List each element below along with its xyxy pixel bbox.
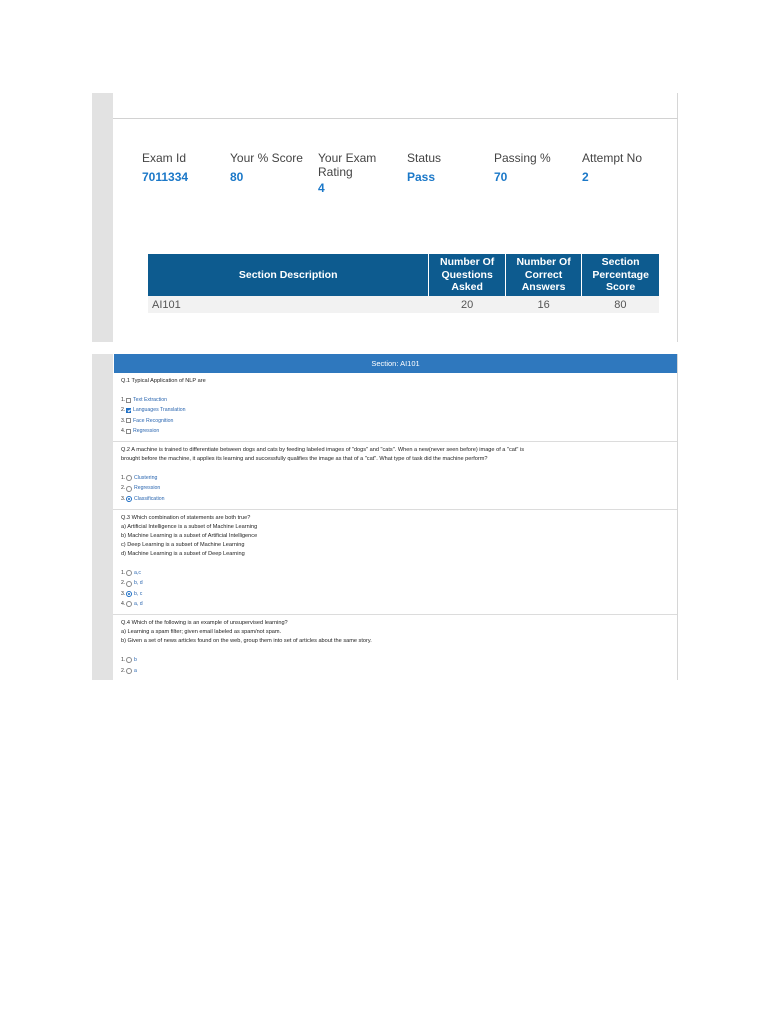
option-label: Regression <box>133 427 160 434</box>
exam-id-value: 7011334 <box>142 170 189 184</box>
rating-value: 4 <box>318 181 325 195</box>
option-2[interactable]: 2. Languages Translation <box>121 405 669 415</box>
col-correct-answers: Number Of Correct Answers <box>505 254 581 296</box>
checkbox-icon[interactable] <box>126 398 131 403</box>
right-border <box>677 354 678 680</box>
question-4 <box>113 615 677 680</box>
answer-options <box>121 473 669 504</box>
attempt-value: 2 <box>582 170 589 184</box>
exam-id-block <box>142 151 232 184</box>
rating-label-line1: Your Exam <box>318 151 377 165</box>
checkbox-icon[interactable] <box>126 418 131 423</box>
option-label: Regression <box>134 485 161 492</box>
radio-icon[interactable] <box>126 486 132 492</box>
question-1 <box>113 373 677 442</box>
question-3 <box>113 510 677 615</box>
rating-label-line2: Rating <box>318 165 353 179</box>
status-value: Pass <box>407 170 436 184</box>
radio-icon[interactable] <box>126 657 132 663</box>
table-row <box>148 296 659 313</box>
option-label: Face Recognition <box>133 417 174 424</box>
score-label: Your % Score <box>230 151 303 165</box>
radio-icon[interactable] <box>126 570 132 576</box>
option-2[interactable]: 2. Regression <box>121 483 669 493</box>
question-list <box>113 373 677 680</box>
passing-value: 70 <box>494 170 508 184</box>
answer-options <box>121 568 669 609</box>
option-label: Text Extraction <box>133 397 168 403</box>
row-description: AI101 <box>148 296 429 313</box>
radio-icon[interactable] <box>126 668 132 674</box>
exam-id-label: Exam Id <box>142 151 187 165</box>
left-gutter <box>92 93 113 342</box>
radio-selected-icon[interactable] <box>126 496 132 502</box>
col-percentage-score: Section Percentage Score <box>582 254 659 296</box>
checkbox-checked-icon[interactable] <box>126 408 131 413</box>
top-divider <box>113 118 678 119</box>
option-2[interactable]: 2. b, d <box>121 578 669 588</box>
answer-options <box>121 395 669 436</box>
attempt-label: Attempt No <box>582 151 643 165</box>
radio-selected-icon[interactable] <box>126 591 132 597</box>
col-questions-asked: Number Of Questions Asked <box>429 254 506 296</box>
option-label: Languages Translation <box>133 407 186 414</box>
option-3[interactable]: 3. Face Recognition <box>121 416 669 426</box>
status-label: Status <box>407 151 442 165</box>
radio-icon[interactable] <box>126 601 132 607</box>
option-3[interactable]: 3. b, c <box>121 589 669 599</box>
left-gutter <box>92 354 113 680</box>
question-2 <box>113 442 677 510</box>
rating-block <box>318 151 408 195</box>
option-1[interactable]: 1. a,c <box>121 568 669 578</box>
option-label: Clustering <box>134 475 158 482</box>
option-label: a,c <box>134 570 141 577</box>
option-3[interactable]: 3. Classification <box>121 494 669 504</box>
checkbox-icon[interactable] <box>126 429 131 434</box>
option-2[interactable]: 2. a <box>121 666 669 676</box>
option-label: b, d <box>134 580 143 587</box>
section-score-table <box>148 254 659 313</box>
option-label: Classification <box>134 495 165 502</box>
option-4[interactable]: 4. a, d <box>121 599 669 609</box>
radio-icon[interactable] <box>126 475 132 481</box>
question-text: Q.3 Which combination of statements are both true? a) Artificial Intelligence is a subset of Machine Learning b) Machine Learning is a subset of Artificial Intelligence c) Deep Learning is a subset of Machine Learning d) Machine Learning is a subset of Deep Learning <box>121 515 258 558</box>
row-correct: 16 <box>505 296 581 313</box>
right-border <box>677 93 678 342</box>
status-block <box>407 151 497 184</box>
option-1[interactable]: 1. Clustering <box>121 473 669 483</box>
exam-result-panel <box>92 93 678 342</box>
col-section-description: Section Description <box>148 254 429 296</box>
questions-panel <box>92 354 678 680</box>
option-1[interactable]: 1. Text Extraction <box>121 395 669 405</box>
option-label: b <box>134 657 137 664</box>
question-text: Q.1 Typical Application of NLP are <box>121 378 206 384</box>
option-4[interactable]: 4. Regression <box>121 426 669 436</box>
passing-label: Passing % <box>494 151 551 165</box>
passing-block <box>494 151 584 184</box>
option-label: b, c <box>134 590 143 597</box>
answer-options <box>121 655 669 676</box>
row-asked: 20 <box>429 296 506 313</box>
row-percentage: 80 <box>582 296 659 313</box>
section-header: Section: AI101 <box>114 354 677 373</box>
attempt-block <box>582 151 672 184</box>
question-text: Q.2 A machine is trained to differentiate between dogs and cats by feeding labeled images of "dogs" and "cats". When a new(never seen before) image of a "cat" is brought before the machine, it applies its learning and successfully qualifies the image as that of a "cat". What type of task did the machine perform? <box>121 447 524 463</box>
radio-icon[interactable] <box>126 581 132 587</box>
question-text: Q.4 Which of the following is an example of unsupervised learning? a) Learning a spam filter; given email labeled as spam/not spam. b) Given a set of news articles found on the web, group them into set of articles about the same story. <box>121 620 372 645</box>
score-value: 80 <box>230 170 244 184</box>
option-label: a <box>134 667 137 674</box>
score-block <box>230 151 320 184</box>
option-1[interactable]: 1. b <box>121 655 669 665</box>
option-label: a, d <box>134 600 143 607</box>
